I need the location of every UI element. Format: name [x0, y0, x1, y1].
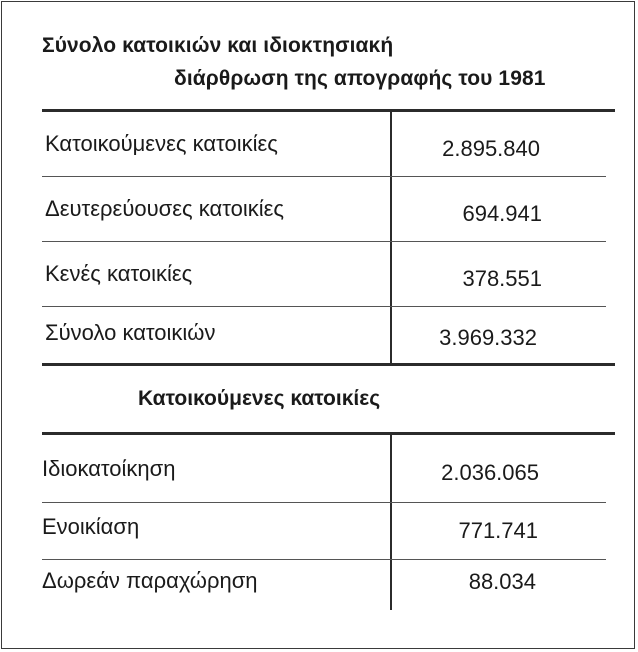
table1-row-3-value: 378.551: [462, 266, 542, 291]
table2-heading: Κατοικούμενες κατοικίες: [138, 387, 381, 410]
table2-row-1-value: 2.036.065: [441, 460, 539, 485]
table1-row-4-value: 3.969.332: [439, 325, 537, 350]
table2-row-divider-1: [42, 502, 606, 503]
table2-row-3-label: Δωρεάν παραχώρηση: [42, 568, 258, 593]
table1-column-divider: [390, 111, 392, 364]
table2-row-divider-2: [42, 559, 606, 560]
table-frame: [1, 1, 635, 649]
table2-row-2-label: Ενοικίαση: [42, 514, 140, 539]
table1-row-divider-2: [42, 241, 606, 242]
table1-row-1-label: Κατοικούμενες κατοικίες: [45, 131, 278, 156]
table1-top-rule: [42, 109, 615, 112]
table2-row-3-value: 88.034: [468, 569, 536, 594]
table2-row-2-value: 771.741: [458, 518, 538, 543]
table2-top-rule: [42, 432, 615, 435]
table1-row-4-label: Σύνολο κατοικιών: [45, 320, 216, 345]
table1-row-2-label: Δευτερεύουσες κατοικίες: [45, 196, 285, 221]
title-line-2: διάρθρωση της απογραφής του 1981: [174, 67, 546, 90]
table2-column-divider: [390, 434, 392, 610]
table2-row-1-label: Ιδιοκατοίκηση: [42, 456, 176, 481]
table1-row-divider-3: [42, 306, 606, 307]
table1-row-2-value: 694.941: [462, 201, 542, 226]
table1-row-divider-1: [42, 176, 606, 177]
table1-bottom-rule: [42, 363, 615, 366]
table1-row-1-value: 2.895.840: [442, 136, 540, 161]
table1-row-3-label: Κενές κατοικίες: [45, 261, 193, 286]
title-line-1: Σύνολο κατοικιών και ιδιοκτησιακή: [42, 34, 394, 57]
